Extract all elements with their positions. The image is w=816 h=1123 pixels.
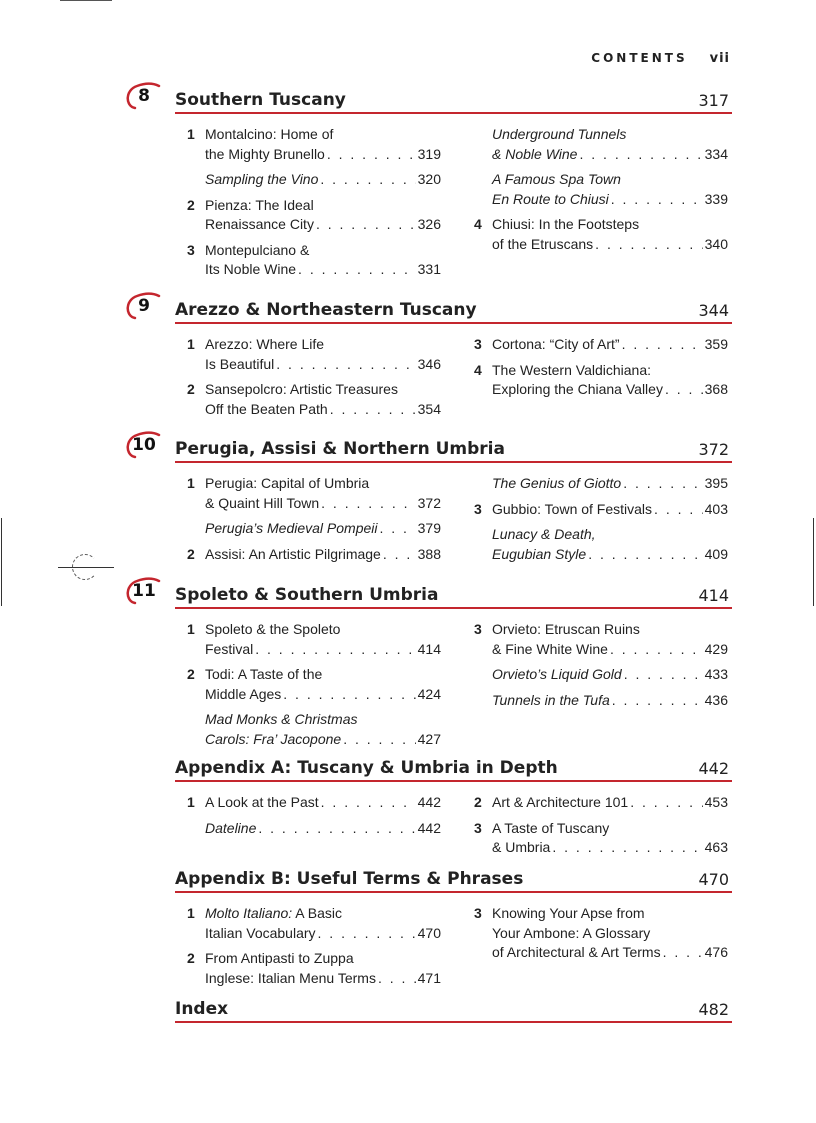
entry-text: Arezzo: Where Life	[205, 336, 325, 352]
entry-line	[492, 361, 728, 381]
entry-number: 2	[187, 950, 195, 966]
chapter-block	[138, 296, 732, 417]
subentry-column-left	[187, 904, 441, 994]
entry-line	[205, 949, 441, 969]
entry-text: Gubbio: Town of Festivals	[492, 500, 653, 517]
entry-line	[205, 819, 441, 839]
entry-line	[205, 665, 441, 685]
entry-line	[205, 730, 441, 750]
entry-page: 368	[704, 381, 728, 397]
entry-line	[492, 691, 728, 711]
entry-line	[492, 904, 728, 924]
entry-text: Orvieto’s Liquid Gold	[492, 666, 622, 682]
subentry-column-left	[187, 125, 441, 286]
entry-line	[205, 215, 441, 235]
entry-line	[205, 924, 441, 944]
leader-dots	[612, 691, 703, 711]
subentry-column-left	[187, 474, 441, 570]
entry-line	[492, 924, 728, 944]
entry-page: 403	[704, 500, 728, 517]
chapter-number-text: 11	[132, 581, 156, 601]
chapter-heading[interactable]	[132, 435, 732, 463]
toc-entry[interactable]	[474, 904, 728, 963]
crop-mark-left	[1, 518, 2, 606]
leader-dots	[343, 730, 415, 750]
chapter-block	[138, 86, 732, 277]
entry-text: & Umbria	[492, 839, 551, 855]
entry-page: 346	[417, 355, 441, 372]
entry-line	[205, 640, 441, 660]
subentry-column-right	[474, 904, 728, 969]
entry-number: 4	[474, 361, 482, 378]
chapter-page: 482	[698, 1000, 729, 1019]
entry-text: Is Beautiful	[205, 355, 275, 372]
chapter-number	[127, 296, 161, 316]
entry-number: 3	[474, 905, 482, 921]
entry-text: Todi: A Taste of the	[205, 666, 323, 682]
entry-text: Renaissance City	[205, 216, 314, 232]
entry-number: 4	[474, 216, 482, 232]
entry-page: 442	[417, 819, 441, 836]
entry-text: Your Ambone: A Glossary	[492, 924, 651, 941]
chapter-number-text: 9	[138, 296, 150, 316]
entry-line	[492, 380, 728, 400]
entry-text: Art & Architecture 101	[492, 794, 629, 810]
entry-number: 2	[187, 666, 195, 682]
chapter-title: Index	[175, 999, 229, 1019]
entry-text: Its Noble Wine	[205, 261, 297, 277]
toc-entry[interactable]	[187, 819, 441, 839]
entry-number: 1	[187, 905, 195, 921]
entry-page: 442	[417, 794, 441, 810]
chapter-page: 344	[698, 301, 729, 320]
entry-text: Exploring the Chiana Valley	[492, 381, 663, 397]
chapter-title: Appendix B: Useful Terms & Phrases	[175, 869, 524, 889]
leader-dots	[321, 793, 416, 813]
leader-dots	[378, 969, 416, 989]
entry-number: 3	[474, 819, 482, 836]
entry-line	[205, 170, 441, 190]
entry-text: Spoleto & the Spoleto	[205, 621, 341, 637]
leader-dots	[316, 215, 416, 235]
entry-line	[492, 215, 728, 235]
toc-entry[interactable]	[474, 691, 728, 711]
entry-line	[205, 380, 441, 400]
running-head	[591, 51, 730, 66]
chapter-block	[132, 581, 732, 747]
toc-entry[interactable]	[474, 620, 728, 659]
subentry-column-right	[474, 474, 728, 570]
entry-number: 2	[474, 794, 482, 810]
leader-dots	[579, 145, 702, 165]
leader-dots	[321, 494, 416, 514]
entry-line	[205, 335, 441, 355]
entry-text: Knowing Your Apse from	[492, 905, 645, 921]
entry-line	[492, 819, 728, 839]
chapter-number	[127, 435, 161, 455]
toc-entry[interactable]	[187, 335, 441, 374]
running-head-label: CONTENTS	[591, 51, 688, 65]
entry-line	[492, 943, 728, 963]
chapter-heading[interactable]	[175, 997, 732, 1023]
entry-line	[205, 260, 441, 280]
entry-text: Perugia: Capital of Umbria	[205, 475, 370, 491]
entry-text: The Genius of Giotto	[492, 475, 622, 491]
entry-line	[205, 494, 441, 514]
entry-line	[492, 838, 728, 858]
chapter-number-text: 8	[138, 86, 150, 106]
entry-text: Inglese: Italian Menu Terms	[205, 969, 376, 986]
leader-dots	[588, 545, 702, 565]
entry-number: 1	[187, 336, 195, 352]
leader-dots	[663, 943, 703, 963]
leader-dots	[630, 793, 702, 813]
chapter-title: Arezzo & Northeastern Tuscany	[175, 300, 477, 320]
chapter-title: Perugia, Assisi & Northern Umbria	[175, 439, 505, 459]
chapter-title: Spoleto & Southern Umbria	[175, 585, 439, 605]
entry-page: 453	[704, 794, 728, 810]
entry-text: Sampling the Vino	[205, 171, 319, 187]
toc-entry[interactable]	[474, 215, 728, 254]
entry-number: 1	[187, 475, 195, 491]
entry-text: & Fine White Wine	[492, 640, 608, 657]
toc-entry[interactable]	[187, 949, 441, 988]
entry-text: The Western Valdichiana:	[492, 361, 652, 378]
chapter-heading[interactable]	[138, 86, 732, 114]
entry-page: 395	[704, 475, 728, 491]
subentry-column-right	[474, 793, 728, 864]
toc-entry[interactable]	[474, 335, 728, 355]
entry-page: 359	[704, 336, 728, 352]
entry-text: Carols: Fra’ Jacopone	[205, 730, 342, 747]
entry-line	[205, 710, 441, 730]
entry-number: 1	[187, 621, 195, 637]
entry-text: of Architectural & Art Terms	[492, 944, 661, 960]
entry-text: Assisi: An Artistic Pilgrimage	[205, 545, 381, 562]
chapter-block	[175, 867, 732, 986]
entry-page: 319	[417, 145, 441, 162]
leader-dots	[283, 685, 415, 705]
entry-page: 409	[704, 545, 728, 562]
entry-text: Chiusi: In the Footsteps	[492, 216, 640, 232]
entry-text: Molto Italiano: A Basic	[205, 905, 342, 921]
toc-entry[interactable]	[187, 380, 441, 419]
entry-text: A Famous Spa Town	[492, 171, 621, 187]
entry-text: A Taste of Tuscany	[492, 819, 610, 836]
entry-number: 2	[187, 196, 195, 213]
entry-page: 379	[417, 520, 441, 536]
entry-text: Eugubian Style	[492, 545, 587, 562]
entry-line	[492, 335, 728, 355]
entry-page: 436	[704, 691, 728, 708]
toc-entry[interactable]	[187, 793, 441, 813]
subentry-column-right	[474, 335, 728, 406]
toc-entry[interactable]	[187, 710, 441, 749]
entry-line	[205, 241, 441, 261]
entry-line	[205, 969, 441, 989]
entry-page: 340	[704, 235, 728, 252]
toc-entry[interactable]	[474, 361, 728, 400]
toc-entry[interactable]	[474, 474, 728, 494]
entry-line	[205, 145, 441, 165]
chapter-page: 372	[698, 440, 729, 459]
chapter-block	[132, 435, 732, 562]
leader-dots	[595, 235, 702, 255]
entry-page: 427	[417, 730, 441, 747]
entry-text: & Noble Wine	[492, 145, 578, 162]
chapter-page: 442	[698, 759, 729, 778]
leader-dots	[327, 145, 416, 165]
leader-dots	[611, 190, 703, 210]
entry-line	[492, 170, 728, 190]
entry-text: Festival	[205, 640, 254, 657]
entry-text: Montepulciano &	[205, 241, 310, 258]
entry-page: 320	[417, 171, 441, 187]
chapter-block	[175, 997, 732, 1023]
chapter-heading[interactable]	[138, 296, 732, 324]
entry-line	[492, 500, 728, 520]
entry-page: 414	[417, 640, 441, 657]
leader-dots	[624, 665, 703, 685]
chapter-title: Southern Tuscany	[175, 90, 346, 110]
leader-dots	[623, 474, 702, 494]
leader-dots	[298, 260, 416, 280]
entry-line	[205, 196, 441, 216]
toc-entry[interactable]	[187, 196, 441, 235]
entry-line	[492, 235, 728, 255]
entry-line	[492, 190, 728, 210]
entry-page: 334	[704, 145, 728, 162]
entry-page: 326	[417, 216, 441, 232]
entry-text: From Antipasti to Zuppa	[205, 950, 354, 966]
entry-text: Off the Beaten Path	[205, 400, 328, 417]
entry-page: 470	[417, 924, 441, 941]
entry-line	[492, 145, 728, 165]
toc-entry[interactable]	[187, 545, 441, 565]
entry-text: Mad Monks & Christmas	[205, 711, 358, 727]
entry-number: 2	[187, 545, 195, 562]
toc-entry[interactable]	[187, 170, 441, 190]
entry-line	[205, 474, 441, 494]
entry-line	[205, 620, 441, 640]
leader-dots	[258, 819, 415, 839]
chapter-number	[127, 581, 161, 601]
leader-dots	[380, 519, 416, 539]
leader-dots	[610, 640, 703, 660]
chapter-number	[127, 86, 161, 106]
toc-entry[interactable]	[474, 170, 728, 209]
toc-entry[interactable]	[474, 665, 728, 685]
toc-entry[interactable]	[187, 241, 441, 280]
entry-line	[205, 355, 441, 375]
entry-number: 2	[187, 381, 195, 397]
chapter-heading[interactable]	[132, 581, 732, 609]
chapter-heading[interactable]	[175, 867, 732, 893]
leader-dots	[552, 838, 702, 858]
leader-dots	[665, 380, 703, 400]
top-rule	[60, 0, 112, 1]
entry-line	[492, 793, 728, 813]
subentry-column-right	[474, 620, 728, 716]
entry-text: Tunnels in the Tufa	[492, 691, 610, 708]
entry-text: A Look at the Past	[205, 794, 319, 810]
leader-dots	[318, 924, 416, 944]
chapter-number-text: 10	[132, 435, 156, 455]
entry-text: Underground Tunnels	[492, 126, 627, 142]
entry-text: Montalcino: Home of	[205, 126, 334, 142]
subentry-column-left	[187, 793, 441, 844]
chapter-block	[175, 756, 732, 855]
entry-text: Dateline	[205, 819, 257, 836]
entry-page: 476	[704, 944, 728, 960]
entry-text: Cortona: “City of Art”	[492, 336, 620, 352]
chapter-page: 414	[698, 586, 729, 605]
toc-entry[interactable]	[474, 819, 728, 858]
entry-line	[492, 665, 728, 685]
toc-entry[interactable]	[187, 125, 441, 164]
toc-entry[interactable]	[187, 474, 441, 513]
entry-number: 3	[474, 621, 482, 637]
entry-page: 331	[417, 261, 441, 277]
chapter-heading[interactable]	[175, 756, 732, 782]
entry-page: 372	[417, 494, 441, 511]
chapter-page: 470	[698, 870, 729, 889]
running-head-page: vii	[709, 51, 730, 66]
entry-page: 433	[704, 666, 728, 682]
chapter-page: 317	[698, 91, 729, 110]
entry-page: 339	[704, 190, 728, 207]
subentry-column-left	[187, 620, 441, 755]
entry-text: Italian Vocabulary	[205, 924, 316, 941]
leader-dots	[330, 400, 416, 420]
toc-entry[interactable]	[187, 904, 441, 943]
entry-line	[205, 545, 441, 565]
entry-line	[492, 545, 728, 565]
leader-dots	[383, 545, 416, 565]
entry-number: 1	[187, 126, 195, 142]
entry-page: 354	[417, 400, 441, 417]
entry-text: Middle Ages	[205, 685, 282, 702]
entry-page: 429	[704, 640, 728, 657]
entry-line	[205, 400, 441, 420]
entry-line	[205, 904, 441, 924]
leader-dots	[622, 335, 703, 355]
entry-text: & Quaint Hill Town	[205, 494, 320, 511]
entry-line	[205, 125, 441, 145]
entry-line	[492, 125, 728, 145]
toc-entry[interactable]	[187, 665, 441, 704]
entry-line	[492, 620, 728, 640]
entry-number: 3	[474, 336, 482, 352]
entry-text: of the Etruscans	[492, 235, 594, 252]
registration-mark-circle	[72, 554, 98, 580]
toc-entry[interactable]	[474, 525, 728, 564]
entry-italic-lead: Molto Italiano:	[205, 905, 293, 921]
leader-dots	[654, 500, 703, 520]
entry-line	[205, 793, 441, 813]
toc-entry[interactable]	[474, 125, 728, 164]
entry-text: En Route to Chiusi	[492, 190, 609, 207]
entry-text: Lunacy & Death,	[492, 526, 596, 542]
crop-mark-right	[813, 518, 814, 606]
toc-entry[interactable]	[187, 620, 441, 659]
entry-line	[492, 474, 728, 494]
leader-dots	[255, 640, 415, 660]
subentry-column-left	[187, 335, 441, 425]
entry-page: 463	[704, 839, 728, 855]
entry-text: Pienza: The Ideal	[205, 196, 314, 213]
entry-number: 1	[187, 794, 195, 810]
leader-dots	[276, 355, 415, 375]
entry-text: Orvieto: Etruscan Ruins	[492, 621, 640, 637]
entry-number: 3	[187, 241, 195, 258]
entry-page: 388	[417, 545, 441, 562]
entry-page: 471	[417, 969, 441, 986]
toc-entry[interactable]	[187, 519, 441, 539]
leader-dots	[320, 170, 415, 190]
entry-text: Sansepolcro: Artistic Treasures	[205, 381, 398, 397]
entry-number: 3	[474, 500, 482, 517]
subentry-column-right	[474, 125, 728, 260]
toc-entry[interactable]	[474, 500, 728, 520]
entry-line	[492, 640, 728, 660]
entry-line	[492, 525, 728, 545]
chapter-title: Appendix A: Tuscany & Umbria in Depth	[175, 758, 558, 778]
entry-text: the Mighty Brunello	[205, 145, 325, 162]
toc-entry[interactable]	[474, 793, 728, 813]
entry-line	[205, 519, 441, 539]
entry-page: 424	[417, 685, 441, 702]
entry-text: Perugia’s Medieval Pompeii	[205, 520, 378, 536]
entry-line	[205, 685, 441, 705]
